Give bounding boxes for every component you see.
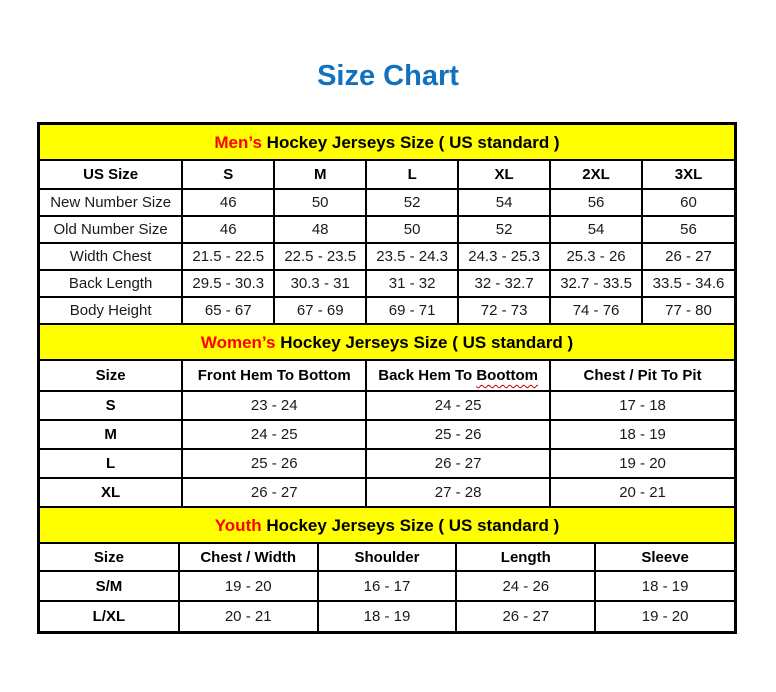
table-row (40, 449, 734, 478)
womens-section-band (40, 325, 734, 361)
womens-band-highlight: Women’s (200, 333, 276, 352)
cell-value: 33.5 - 34.6 (642, 270, 734, 297)
cell-value: 32.7 - 33.5 (550, 270, 642, 297)
table-row (40, 189, 734, 216)
cell-value: 24 - 25 (366, 391, 550, 420)
cell-value: 52 (366, 189, 458, 216)
youth-band-text: Hockey Jerseys Size ( US standard ) (266, 516, 560, 535)
misspelled-word: Boottom (476, 367, 538, 384)
mens-table (40, 161, 734, 325)
cell-value: 16 - 17 (318, 571, 457, 601)
cell-value: 24 - 25 (182, 420, 366, 449)
cell-value: 54 (550, 216, 642, 243)
row-label: L/XL (40, 601, 179, 631)
cell-value: 26 - 27 (366, 449, 550, 478)
cell-value: 67 - 69 (274, 297, 366, 324)
cell-value: 24 - 26 (456, 571, 595, 601)
cell-value: 77 - 80 (642, 297, 734, 324)
womens-header-row (40, 361, 734, 391)
cell-value: 46 (182, 189, 274, 216)
cell-value: 17 - 18 (550, 391, 734, 420)
cell-value: 31 - 32 (366, 270, 458, 297)
table-row (40, 216, 734, 243)
cell-value: 18 - 19 (595, 571, 734, 601)
table-row (40, 391, 734, 420)
column-header: Sleeve (595, 544, 734, 571)
cell-value: 24.3 - 25.3 (458, 243, 550, 270)
row-label: S/M (40, 571, 179, 601)
column-header-text: Back Hem To (378, 367, 473, 384)
column-header: Size (40, 544, 179, 571)
column-header: US Size (40, 161, 182, 189)
row-label: Body Height (40, 297, 182, 324)
column-header: Chest / Width (179, 544, 318, 571)
cell-value: 32 - 32.7 (458, 270, 550, 297)
cell-value: 30.3 - 31 (274, 270, 366, 297)
cell-value: 50 (274, 189, 366, 216)
cell-value: 50 (366, 216, 458, 243)
row-label: New Number Size (40, 189, 182, 216)
cell-value: 21.5 - 22.5 (182, 243, 274, 270)
table-row (40, 478, 734, 507)
youth-band-highlight: Youth (214, 516, 262, 535)
column-header: 2XL (550, 161, 642, 189)
column-header: XL (458, 161, 550, 189)
cell-value: 19 - 20 (641, 608, 689, 625)
cell-value: 56 (642, 216, 734, 243)
cell-value: 23 - 24 (182, 391, 366, 420)
column-header: Chest / Pit To Pit (550, 361, 734, 391)
cell-value: 26 - 27 (642, 243, 734, 270)
table-row (40, 571, 734, 601)
cell-value: 69 - 71 (366, 297, 458, 324)
mens-band-highlight: Men’s (214, 133, 262, 152)
cell-value: 46 (182, 216, 274, 243)
youth-table (40, 544, 734, 631)
cell-value: 48 (274, 216, 366, 243)
column-header: Shoulder (318, 544, 457, 571)
table-row (40, 270, 734, 297)
cell-value: 18 - 19 (318, 601, 457, 631)
table-row (40, 243, 734, 270)
womens-band-text: Hockey Jerseys Size ( US standard ) (280, 333, 574, 352)
cell-value: 29.5 - 30.3 (182, 270, 274, 297)
size-chart-table (37, 122, 737, 634)
cell-value: 54 (458, 189, 550, 216)
cell-value: 26 - 27 (182, 478, 366, 507)
cell-value: 22.5 - 23.5 (274, 243, 366, 270)
row-label: M (40, 420, 182, 449)
cell-value: 27 - 28 (366, 478, 550, 507)
cell-value: 74 - 76 (550, 297, 642, 324)
table-row (40, 601, 734, 631)
page-title: Size Chart (317, 60, 459, 92)
column-header: L (366, 161, 458, 189)
mens-band-text: Hockey Jerseys Size ( US standard ) (266, 133, 560, 152)
row-label: L (40, 449, 182, 478)
cell-value: 20 - 21 (550, 478, 734, 507)
column-header: Size (40, 361, 182, 391)
row-label: S (40, 391, 182, 420)
row-label: Old Number Size (40, 216, 182, 243)
table-row (40, 420, 734, 449)
column-header: Length (456, 544, 595, 571)
cell-value: 20 - 21 (179, 601, 318, 631)
column-header: M (274, 161, 366, 189)
cell-value: 56 (550, 189, 642, 216)
cell-value: 52 (458, 216, 550, 243)
row-label: XL (40, 478, 182, 507)
youth-header-row (40, 544, 734, 571)
cell-value: 25 - 26 (366, 420, 550, 449)
cell-value: 19 - 20 (179, 571, 318, 601)
column-header (366, 361, 550, 391)
cell-value: 18 - 19 (550, 420, 734, 449)
table-row (40, 297, 734, 324)
cell-value: 65 - 67 (182, 297, 274, 324)
column-header: 3XL (642, 161, 734, 189)
row-label: Width Chest (40, 243, 182, 270)
mens-section-band (40, 125, 734, 161)
column-header: Front Hem To Bottom (182, 361, 366, 391)
column-header: S (182, 161, 274, 189)
cell-value: 25.3 - 26 (550, 243, 642, 270)
cell-value: 19 - 20 (550, 449, 734, 478)
mens-header-row (40, 161, 734, 189)
youth-section-band (40, 508, 734, 544)
womens-table (40, 361, 734, 508)
cell-value: 23.5 - 24.3 (366, 243, 458, 270)
cell-value: 25 - 26 (182, 449, 366, 478)
cell-value: 26 - 27 (456, 601, 595, 631)
cell-value: 60 (642, 189, 734, 216)
cell-value: 72 - 73 (458, 297, 550, 324)
row-label: Back Length (40, 270, 182, 297)
